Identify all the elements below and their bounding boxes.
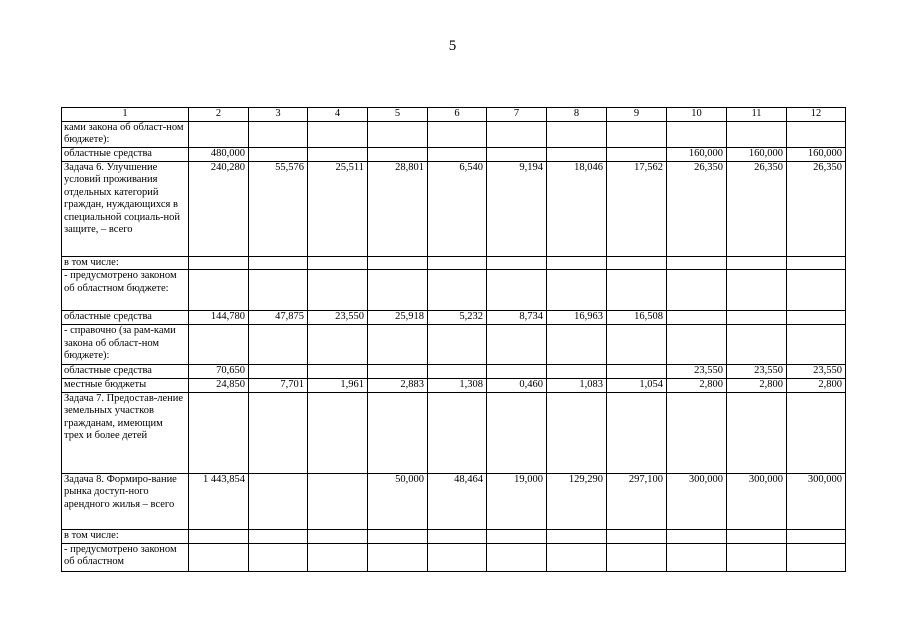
table-cell [308, 392, 368, 473]
table-cell: 70,650 [189, 365, 249, 379]
table-cell [249, 325, 308, 365]
row-label: Задача 7. Предостав-ление земельных участков гражданам, имеющим трех и более детей [62, 392, 189, 473]
table-cell [607, 147, 667, 161]
table-cell: 23,550 [787, 365, 846, 379]
column-header: 9 [607, 108, 667, 122]
table-cell [487, 543, 547, 571]
table-header-row [62, 108, 846, 122]
table-cell [667, 270, 727, 311]
table-cell: 25,511 [308, 161, 368, 256]
table-cell [667, 121, 727, 147]
table-cell: 7,701 [249, 379, 308, 393]
table-cell [607, 543, 667, 571]
table-row [62, 161, 846, 256]
table-cell [308, 147, 368, 161]
table-cell: 0,460 [487, 379, 547, 393]
table-cell: 26,350 [787, 161, 846, 256]
row-label: Задача 6. Улучшение условий проживания отдельных категорий граждан, нуждающихся в специальной социаль-ной защите, – всего [62, 161, 189, 256]
table-cell [249, 365, 308, 379]
table-cell [428, 529, 487, 543]
table-cell [308, 121, 368, 147]
row-label: - предусмотрено законом об областном бюджете: [62, 270, 189, 311]
table-row [62, 392, 846, 473]
table-row [62, 529, 846, 543]
table-cell [428, 121, 487, 147]
table-cell: 160,000 [787, 147, 846, 161]
table-cell: 25,918 [368, 311, 428, 325]
table-cell [487, 365, 547, 379]
table-cell [607, 121, 667, 147]
table-cell [189, 256, 249, 270]
table-cell [667, 325, 727, 365]
table-cell [547, 121, 607, 147]
table-cell [249, 147, 308, 161]
table-cell: 23,550 [308, 311, 368, 325]
table-cell [368, 543, 428, 571]
table-cell [667, 256, 727, 270]
column-header: 5 [368, 108, 428, 122]
row-label: Задача 8. Формиро-вание рынка доступ-ного арендного жилья – всего [62, 473, 189, 529]
table-cell: 18,046 [547, 161, 607, 256]
table-cell [487, 256, 547, 270]
table-cell [607, 270, 667, 311]
table-cell [368, 392, 428, 473]
table-cell [249, 270, 308, 311]
table-cell [727, 392, 787, 473]
table-cell [667, 392, 727, 473]
row-label: областные средства [62, 147, 189, 161]
table-cell: 2,883 [368, 379, 428, 393]
table-cell: 1,308 [428, 379, 487, 393]
table-cell [787, 121, 846, 147]
row-label: областные средства [62, 365, 189, 379]
table-cell [189, 543, 249, 571]
table-cell [607, 325, 667, 365]
table-cell: 160,000 [727, 147, 787, 161]
table-cell [667, 529, 727, 543]
column-header: 1 [62, 108, 189, 122]
table-row [62, 379, 846, 393]
table-cell [249, 543, 308, 571]
table-cell [547, 392, 607, 473]
table-cell [547, 147, 607, 161]
table-row [62, 147, 846, 161]
table-cell: 47,875 [249, 311, 308, 325]
table-cell: 26,350 [667, 161, 727, 256]
table-cell [607, 256, 667, 270]
table-cell [189, 270, 249, 311]
row-label: ками закона об област-ном бюджете): [62, 121, 189, 147]
table-cell [308, 543, 368, 571]
table-cell: 55,576 [249, 161, 308, 256]
column-header: 8 [547, 108, 607, 122]
table-cell [787, 543, 846, 571]
table-cell [487, 325, 547, 365]
table-row [62, 543, 846, 571]
table-cell [547, 543, 607, 571]
column-header: 3 [249, 108, 308, 122]
table-cell [308, 473, 368, 529]
table-cell: 48,464 [428, 473, 487, 529]
column-header: 6 [428, 108, 487, 122]
table-cell [667, 543, 727, 571]
table-cell [787, 256, 846, 270]
table-cell [368, 121, 428, 147]
table-cell [787, 392, 846, 473]
column-header: 2 [189, 108, 249, 122]
table-cell [547, 529, 607, 543]
table-row [62, 256, 846, 270]
table-row [62, 473, 846, 529]
column-header: 12 [787, 108, 846, 122]
table-cell [428, 147, 487, 161]
table-cell: 6,540 [428, 161, 487, 256]
table-cell [249, 256, 308, 270]
table-cell [547, 270, 607, 311]
page-number: 5 [448, 38, 457, 54]
table-cell [308, 529, 368, 543]
table-row [62, 270, 846, 311]
table-cell [487, 270, 547, 311]
table-cell: 5,232 [428, 311, 487, 325]
table-cell: 300,000 [787, 473, 846, 529]
table-cell [487, 392, 547, 473]
table-cell: 297,100 [607, 473, 667, 529]
table-cell [727, 270, 787, 311]
row-label: в том числе: [62, 256, 189, 270]
table-cell [189, 529, 249, 543]
table-cell: 129,290 [547, 473, 607, 529]
table-cell [547, 325, 607, 365]
table-cell: 2,800 [787, 379, 846, 393]
table-cell: 28,801 [368, 161, 428, 256]
table-cell [428, 270, 487, 311]
table-cell [308, 365, 368, 379]
table-cell [787, 270, 846, 311]
table-cell [428, 392, 487, 473]
table-row [62, 121, 846, 147]
table-cell [727, 325, 787, 365]
row-label: в том числе: [62, 529, 189, 543]
row-label: местные бюджеты [62, 379, 189, 393]
table-cell: 144,780 [189, 311, 249, 325]
table-cell [368, 256, 428, 270]
table-cell: 16,963 [547, 311, 607, 325]
table-cell [368, 529, 428, 543]
table-cell [607, 392, 667, 473]
table-cell [547, 256, 607, 270]
column-header: 11 [727, 108, 787, 122]
table-cell [428, 543, 487, 571]
table-cell: 300,000 [667, 473, 727, 529]
table-cell: 1,054 [607, 379, 667, 393]
table-cell: 16,508 [607, 311, 667, 325]
row-label: областные средства [62, 311, 189, 325]
table-cell: 1,083 [547, 379, 607, 393]
table-cell: 1 443,854 [189, 473, 249, 529]
table-cell [308, 256, 368, 270]
table-cell [547, 365, 607, 379]
table-cell [189, 325, 249, 365]
table-cell [787, 311, 846, 325]
row-label: - предусмотрено законом об областном [62, 543, 189, 571]
table-cell [667, 311, 727, 325]
table-cell: 23,550 [667, 365, 727, 379]
table-cell [727, 256, 787, 270]
table-cell: 300,000 [727, 473, 787, 529]
table-cell [487, 121, 547, 147]
table-cell [787, 325, 846, 365]
column-header: 10 [667, 108, 727, 122]
table-cell [249, 529, 308, 543]
table-cell: 2,800 [667, 379, 727, 393]
table-cell [428, 365, 487, 379]
budget-table [61, 107, 846, 572]
table-cell [368, 365, 428, 379]
table-cell [308, 270, 368, 311]
table-row [62, 311, 846, 325]
table-cell [487, 147, 547, 161]
table-cell: 2,800 [727, 379, 787, 393]
table-cell [787, 529, 846, 543]
table-cell: 26,350 [727, 161, 787, 256]
table-cell: 1,961 [308, 379, 368, 393]
table-cell [249, 392, 308, 473]
table-cell [727, 311, 787, 325]
table-cell [607, 529, 667, 543]
row-label: - справочно (за рам-ками закона об област-ном бюджете): [62, 325, 189, 365]
table-row [62, 365, 846, 379]
table-cell [727, 121, 787, 147]
table-cell [727, 543, 787, 571]
table-cell: 480,000 [189, 147, 249, 161]
table-cell: 9,194 [487, 161, 547, 256]
table-row [62, 325, 846, 365]
table-cell [368, 325, 428, 365]
table-cell [368, 147, 428, 161]
table-cell: 8,734 [487, 311, 547, 325]
table-cell: 240,280 [189, 161, 249, 256]
table-cell: 24,850 [189, 379, 249, 393]
table-cell [249, 473, 308, 529]
table-cell [308, 325, 368, 365]
table-cell [607, 365, 667, 379]
table-cell: 17,562 [607, 161, 667, 256]
table-cell [368, 270, 428, 311]
table-cell [487, 529, 547, 543]
table-cell [727, 529, 787, 543]
table-cell: 160,000 [667, 147, 727, 161]
table-cell: 23,550 [727, 365, 787, 379]
table-cell [428, 325, 487, 365]
table-cell [249, 121, 308, 147]
table-cell: 50,000 [368, 473, 428, 529]
table-cell [189, 392, 249, 473]
table-cell [428, 256, 487, 270]
table-cell [189, 121, 249, 147]
column-header: 4 [308, 108, 368, 122]
table-cell: 19,000 [487, 473, 547, 529]
column-header: 7 [487, 108, 547, 122]
